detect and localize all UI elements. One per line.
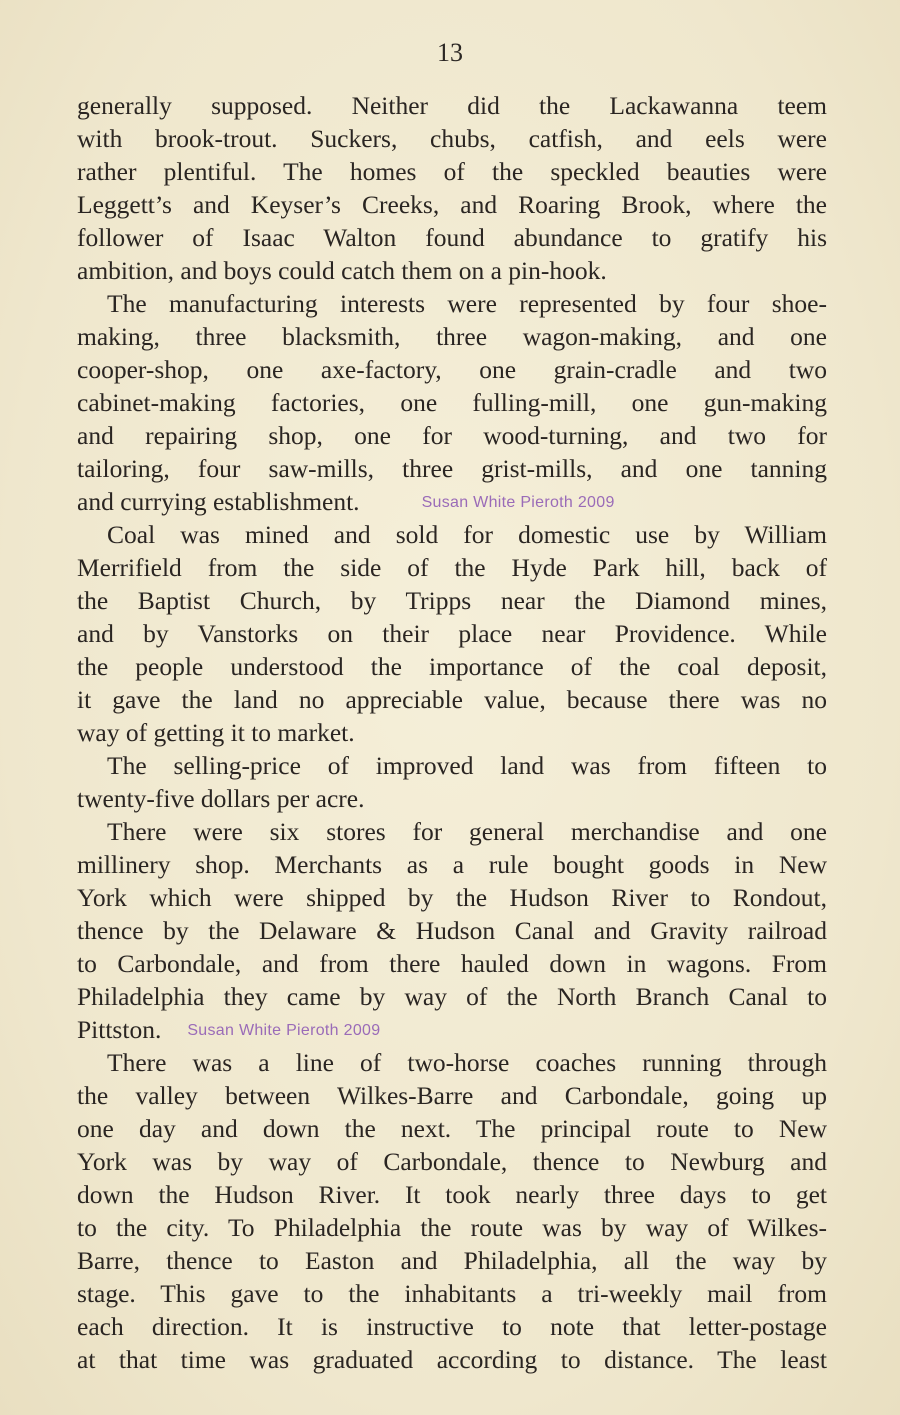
paragraph-first-line: Coal was mined and sold for domestic use by William: [107, 520, 827, 549]
text-line-with-watermark: [77, 1013, 827, 1046]
text-line: it gave the land no appreciable value, because there was no: [77, 685, 827, 714]
text-line: tailoring, four saw-mills, three grist-mills, and one tanning: [77, 454, 827, 483]
text-line: stage. This gave to the inhabitants a tri-weekly mail from: [77, 1279, 827, 1308]
text-line: generally supposed. Neither did the Lackawanna teem: [77, 91, 827, 120]
text-line: and by Vanstorks on their place near Providence. While: [77, 619, 827, 648]
text-line-with-watermark: [77, 485, 827, 518]
text-line: with brook-trout. Suckers, chubs, catfish, and eels were: [77, 124, 827, 153]
text-line: down the Hudson River. It took nearly three days to get: [77, 1180, 827, 1209]
text-line: and currying establishment.: [77, 487, 360, 516]
watermark: Susan White Pieroth 2009: [187, 1022, 381, 1039]
text-line: millinery shop. Merchants as a rule bought goods in New: [77, 850, 827, 879]
page-number: 13: [437, 38, 463, 67]
text-line: follower of Isaac Walton found abundance to gratify his: [77, 223, 827, 252]
watermark: Susan White Pieroth 2009: [421, 494, 615, 511]
body-text: [77, 89, 827, 1376]
text-line: to the city. To Philadelphia the route was by way of Wilkes-: [77, 1213, 827, 1242]
text-line: Leggett’s and Keyser’s Creeks, and Roaring Brook, where the: [77, 190, 827, 219]
text-line: the people understood the importance of the coal deposit,: [77, 652, 827, 681]
text-line: at that time was graduated according to distance. The least: [77, 1345, 827, 1374]
paragraph-first-line: The selling-price of improved land was from fifteen to: [107, 751, 827, 780]
text-line: cabinet-making factories, one fulling-mill, one gun-making: [77, 388, 827, 417]
text-line: ambition, and boys could catch them on a pin-hook.: [77, 256, 607, 285]
text-line: to Carbondale, and from there hauled down in wagons. From: [77, 949, 827, 978]
text-line: way of getting it to market.: [77, 718, 355, 747]
text-line: and repairing shop, one for wood-turning, and two for: [77, 421, 827, 450]
paragraph-first-line: There were six stores for general merchandise and one: [107, 817, 827, 846]
text-line: York was by way of Carbondale, thence to Newburg and: [77, 1147, 827, 1176]
text-line: Barre, thence to Easton and Philadelphia, all the way by: [77, 1246, 827, 1275]
text-line: Merrifield from the side of the Hyde Park hill, back of: [77, 553, 827, 582]
text-line: cooper-shop, one axe-factory, one grain-cradle and two: [77, 355, 827, 384]
text-line: Philadelphia they came by way of the North Branch Canal to: [77, 982, 827, 1011]
text-line: thence by the Delaware & Hudson Canal and Gravity railroad: [77, 916, 827, 945]
paragraph-first-line: The manufacturing interests were represented by four shoe-: [107, 289, 827, 318]
text-line: Pittston.: [77, 1015, 162, 1044]
paragraph-first-line: There was a line of two-horse coaches running through: [107, 1048, 827, 1077]
text-line: one day and down the next. The principal route to New: [77, 1114, 827, 1143]
text-line: rather plentiful. The homes of the speckled beauties were: [77, 157, 827, 186]
text-line: twenty-five dollars per acre.: [77, 784, 365, 813]
text-line: York which were shipped by the Hudson River to Rondout,: [77, 883, 827, 912]
text-line: the Baptist Church, by Tripps near the Diamond mines,: [77, 586, 827, 615]
text-line: each direction. It is instructive to note that letter-postage: [77, 1312, 827, 1341]
text-line: making, three blacksmith, three wagon-making, and one: [77, 322, 827, 351]
text-line: the valley between Wilkes-Barre and Carbondale, going up: [77, 1081, 827, 1110]
